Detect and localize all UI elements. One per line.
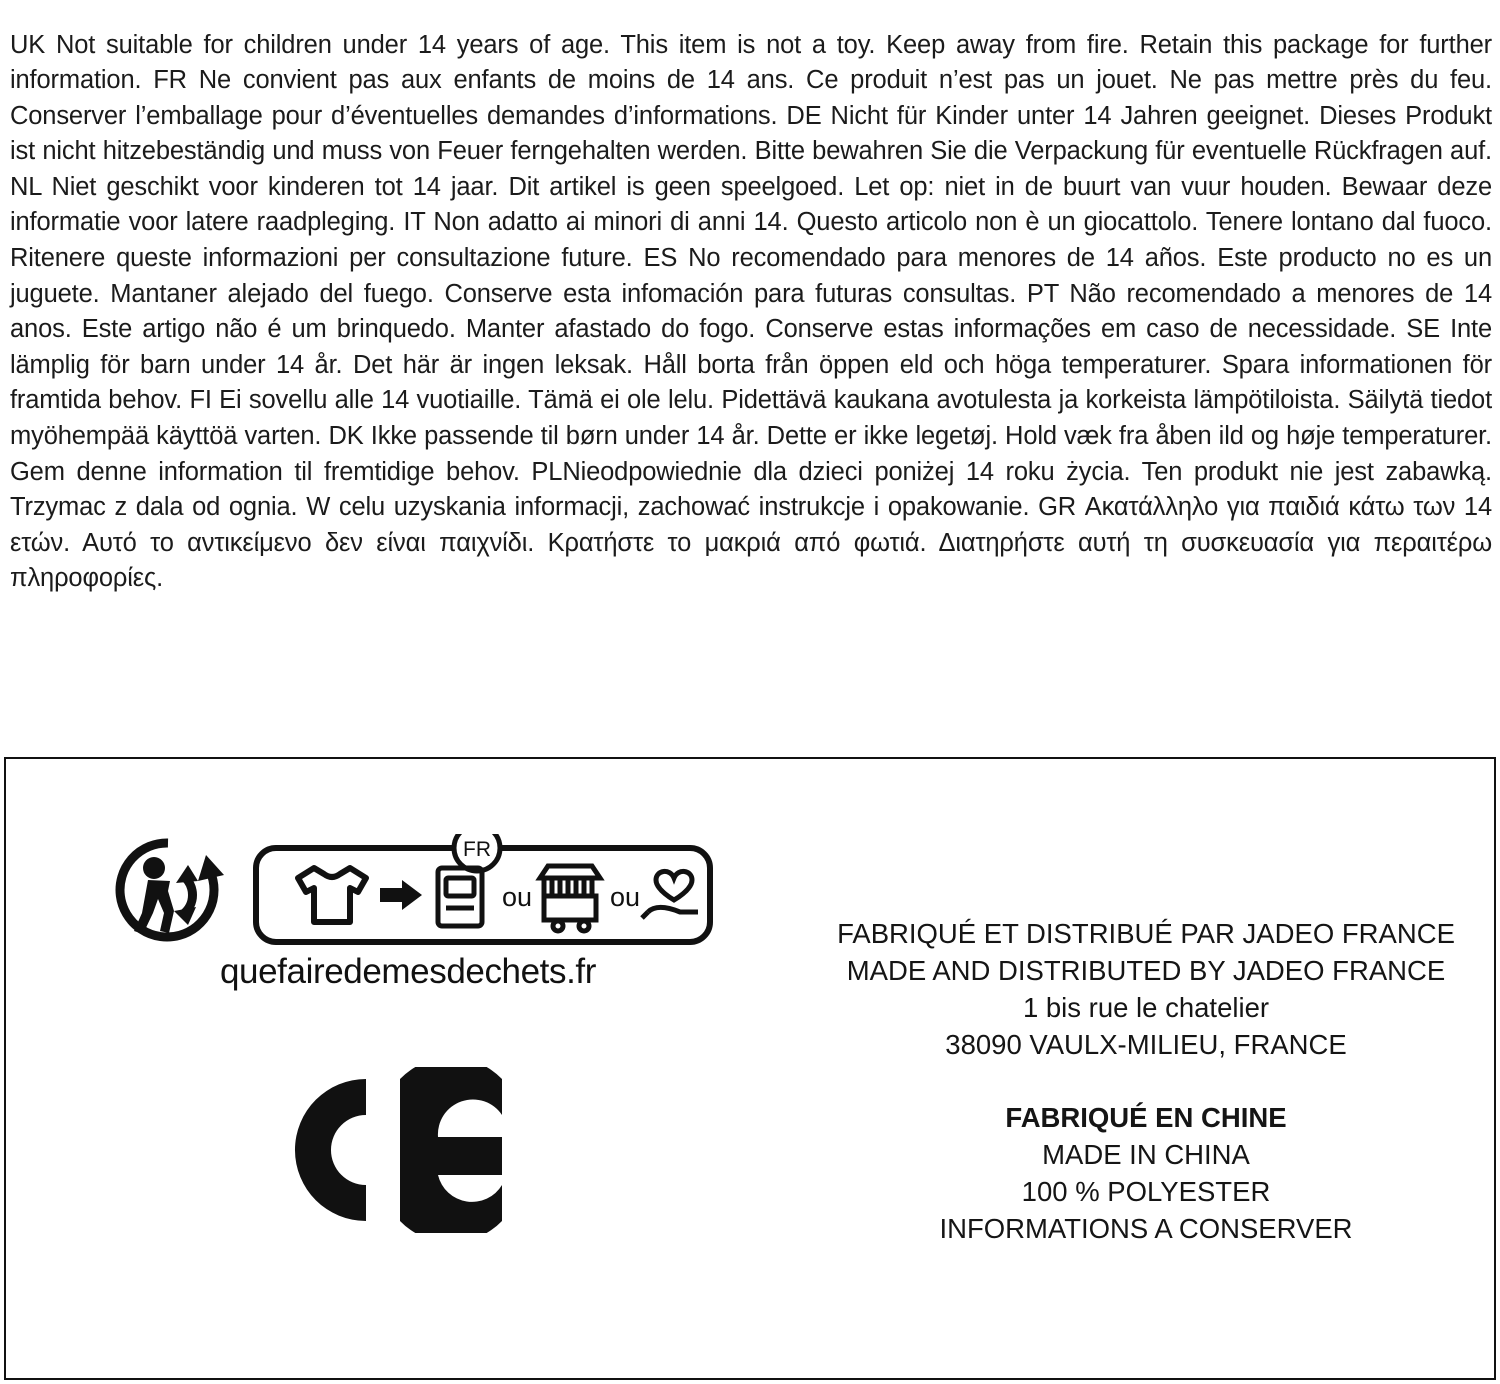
recycling-options-box (252, 834, 714, 946)
triman-recycling-icon (98, 835, 238, 945)
manufacturer-address-block (826, 915, 1466, 1247)
svg-text:FR: FR (463, 838, 491, 861)
manufacturer-line-fr: FABRIQUÉ ET DISTRIBUÉ PAR JADEO FRANCE (837, 918, 1455, 949)
manufacturer-city: 38090 VAULX-MILIEU, FRANCE (945, 1029, 1347, 1060)
hand-heart-donation-icon (642, 871, 698, 918)
collection-bin-icon (438, 868, 482, 926)
recycling-ou-label-1: ou (502, 882, 533, 912)
multilingual-warning-text: UK Not suitable for children under 14 years of age. This item is not a toy. Keep away from fire. Retain this package for further information. FR Ne convient pas aux enfants de moins de 14 ans. Ce produit n’est pas un jouet. Ne pas mettre près du feu. Conserver l’emballage pour d’éventuelles demandes d’informations. DE Nicht für Kinder unter 14 Jahren geeignet. Dieses Produkt ist nicht hitzebeständig und muss von Feuer ferngehalten werden. Bitte bewahren Sie die Verpackung für eventuelle Rückfragen auf. NL Niet geschikt voor kinderen tot 14 jaar. Dit artikel is geen speelgoed. Let op: niet in de buurt van vuur houden. Bewaar deze informatie voor latere raadpleging. IT Non adatto ai minori di anni 14. Questo articolo non è un giocattolo. Tenere lontano dal fuoco. Ritenere queste informazioni per consultazione future. ES No recomendado para menores de 14 años. Este producto no es un juguete. Mantaner alejado del fuego. Conserve esta infomación para futuras consultas. PT Não recomendado a menores de 14 anos. Este artigo não é um brinquedo. Manter afastado do fogo. Conserve estas informações em caso de necessidade. SE Inte lämplig för barn under 14 år. Det här är ingen leksak. Håll borta från öppen eld och höga temperaturer. Spara informationen för framtida behov. FI Ei sovellu alle 14 vuotiaille. Tämä ei ole lelu. Pidettävä kaukana avotulesta ja korkeista lämpötiloista. Säilytä tiedot myöhempää käyttöä varten. DK Ikke passende til børn under 14 år. Dette er ikke legetøj. Hold væk fra åben ild og høje temperaturer. Gem denne information til fremtidige behov. PLNieodpowiednie dla dzieci poniżej 14 roku życia. Ten produkt nie jest zabawką. Trzymac z dala od ognia. W celu uzyskania informacji, zachować instrukcje i opakowanie. GR Ακατάλληλο για παιδιά κάτω των 14 ετών. Αυτό το αντικείμενο δεν είναι παιχνίδι. Κρατήστε το μακριά από φωτιά. Διατηρήστε αυτή τη συσκευασία για περαιτέρω πληροφορίες. (10, 30, 1492, 593)
address-spacer (826, 1063, 1466, 1099)
tshirt-icon (298, 868, 366, 922)
shop-cart-icon (540, 866, 600, 931)
keep-information: INFORMATIONS A CONSERVER (939, 1213, 1353, 1244)
recycling-ou-label-2: ou (610, 882, 641, 912)
composition: 100 % POLYESTER (1021, 1176, 1271, 1207)
origin-fr: FABRIQUÉ EN CHINE (1005, 1102, 1287, 1133)
footer-panel (4, 757, 1496, 1380)
multilingual-warning-block (10, 2, 1492, 623)
recycling-logo-row (98, 834, 718, 946)
arrow-right-icon (380, 880, 422, 910)
origin-en: MADE IN CHINA (1042, 1139, 1250, 1170)
recycling-logo-group (98, 834, 718, 992)
quefairedemesdechets-url: quefairedemesdechets.fr (219, 952, 597, 991)
manufacturer-street: 1 bis rue le chatelier (1022, 992, 1270, 1023)
ce-mark-icon (262, 1067, 502, 1233)
manufacturer-line-en: MADE AND DISTRIBUTED BY JADEO FRANCE (846, 955, 1446, 986)
